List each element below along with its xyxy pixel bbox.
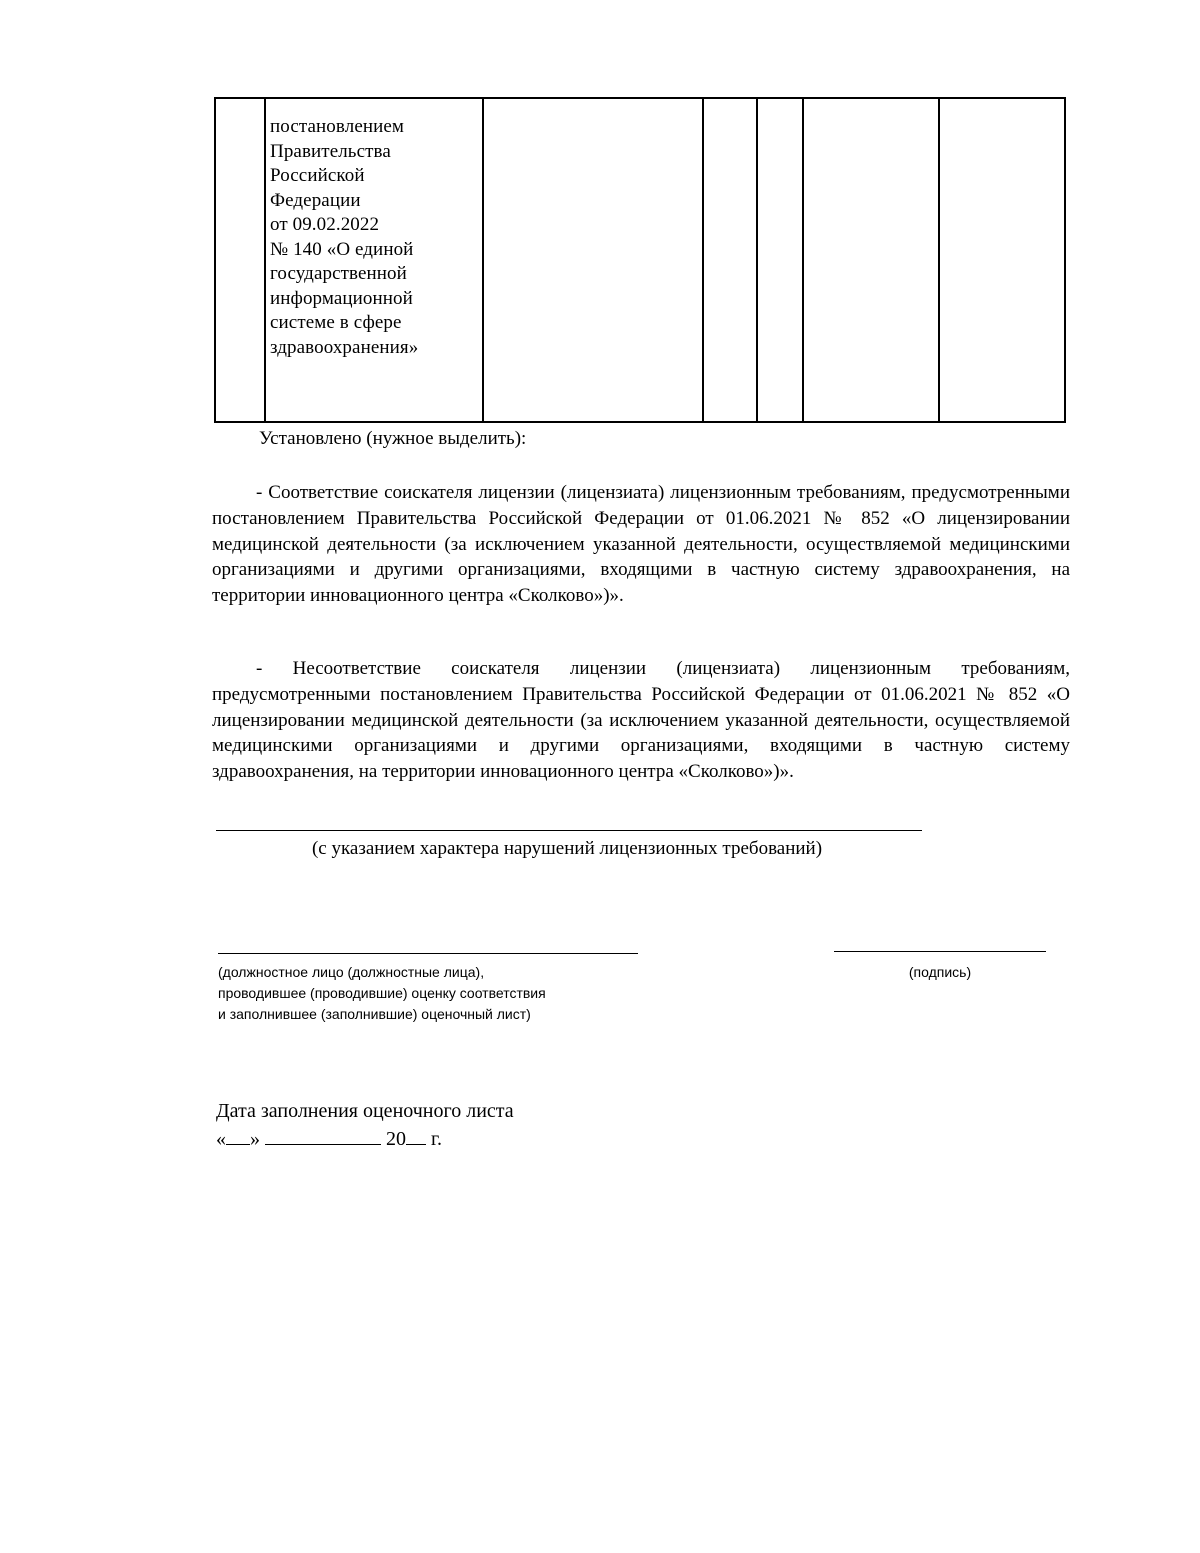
violations-caption: (с указанием характера нарушений лицензионных требований) xyxy=(311,838,823,859)
year-blank xyxy=(406,1126,426,1145)
noncompliance-paragraph xyxy=(212,656,1070,785)
table-column-divider xyxy=(702,99,704,421)
table-column-divider xyxy=(802,99,804,421)
date-title: Дата заполнения оценочного листа xyxy=(216,1100,514,1122)
table-cell-regulation-text: постановлением Правительства Российской Федерации от 09.02.2022 № 140 «О единой государственной информационной системе в сфере здравоохранения» xyxy=(270,116,419,358)
signature-caption: (подпись) xyxy=(908,964,972,980)
date-line xyxy=(216,1126,442,1152)
official-blank-line xyxy=(218,953,638,954)
assessment-table-fragment xyxy=(214,97,1066,423)
noncompliance-paragraph-text: - Несоответствие соискателя лицензии (лицензиата) лицензионным требованиям, предусмотренными постановлением Правительства Российской Федерации от 01.06.2021 № 852 «О лицензировании медицинской деятельности (за исключением указанной деятельности, осуществляемой медицинскими организациями и другими организациями, входящими в частную систему здравоохранения, на территории инновационного центра «Сколково»)». xyxy=(212,658,1070,783)
year-prefix: 20 xyxy=(386,1128,406,1150)
table-column-divider xyxy=(756,99,758,421)
day-blank xyxy=(226,1126,250,1145)
date-open-quote: « xyxy=(216,1128,226,1150)
compliance-paragraph xyxy=(212,480,1070,609)
violations-blank-line xyxy=(216,830,922,831)
month-blank xyxy=(265,1126,381,1145)
table-column-divider xyxy=(482,99,484,421)
signature-blank-line xyxy=(834,951,1046,952)
table-column-divider xyxy=(938,99,940,421)
date-close-quote: » xyxy=(250,1128,260,1150)
established-label: Установлено (нужное выделить): xyxy=(259,428,527,449)
year-suffix: г. xyxy=(431,1128,442,1150)
official-caption: (должностное лицо (должностные лица), проводившее (проводившие) оценку соответствия и заполнившее (заполнившие) оценочный лист) xyxy=(218,964,546,1022)
compliance-paragraph-text: - Соответствие соискателя лицензии (лицензиата) лицензионным требованиям, предусмотренными постановлением Правительства Российской Федерации от 01.06.2021 № 852 «О лицензировании медицинской деятельности (за исключением указанной деятельности, осуществляемой медицинскими организациями и другими организациями, входящими в частную систему здравоохранения, на территории инновационного центра «Сколково»)». xyxy=(212,482,1070,607)
table-column-divider xyxy=(264,99,266,421)
